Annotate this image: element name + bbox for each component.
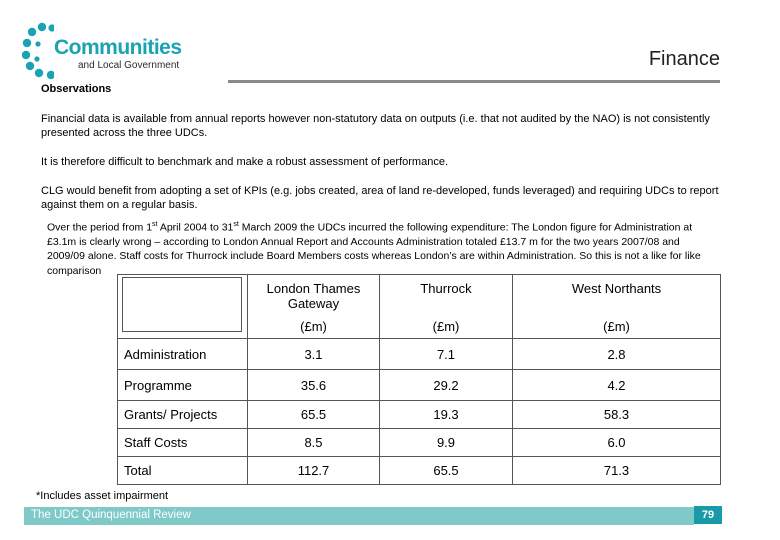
table-cell: 2.8 [513,339,721,370]
table-cell: 6.0 [513,429,721,457]
logo-dots-icon [22,22,54,82]
column-header-london [248,275,380,339]
table-cell: 71.3 [513,457,721,485]
slide-title: Finance [648,48,720,70]
paragraph-financial-data: Financial data is available from annual reports however non-statutory data on outputs (i.e. that not audited by the NAO) is not consistently presented across the three UDCs. [41,113,710,139]
note-superscript-2: st [233,221,239,228]
table-row [118,339,721,370]
column-header-thurrock [380,275,513,339]
footnote: *Includes asset impairment [36,490,169,502]
column-header-west-northants [513,275,721,339]
table-cell: 3.1 [248,339,380,370]
paragraph-benchmark: It is therefore difficult to benchmark and make a robust assessment of performance. [41,156,448,168]
table-cell: 29.2 [380,370,513,401]
expenditure-note [47,218,717,278]
footer-title: The UDC Quinquennial Review [31,509,191,521]
title-divider [228,80,720,83]
table-cell: 35.6 [248,370,380,401]
table-cell: 65.5 [248,401,380,429]
table-cell: 8.5 [248,429,380,457]
table-cell: 65.5 [380,457,513,485]
table-cell: 19.3 [380,401,513,429]
row-label: Grants/ Projects [118,401,248,429]
logo-subtitle: and Local Government [78,60,180,71]
paragraph-kpis: CLG would benefit from adopting a set of KPIs (e.g. jobs created, area of land re-developed, funds leveraged) and requiring UDCs to report against them on a regular basis. [41,185,719,211]
table-cell: 7.1 [380,339,513,370]
page-number-badge: 79 [694,506,722,524]
table-row [118,457,721,485]
table-cell: 112.7 [248,457,380,485]
row-label: Programme [118,370,248,401]
note-text-2: April 2004 to 31 [157,221,234,234]
note-text-3: March 2009 the UDCs incurred the following expenditure: The London figure for Administration at £3.1m is clearly wrong – according to London Annual Report and Accounts Administration totaled £13.7 m for the two years 2007/08 and 2009/09 alone. Staff costs for Thurrock include Board Members costs whereas London’s are within Administration. So this is not a like for like comparison [47,221,701,277]
column-unit: (£m) [300,319,327,334]
footer-bar [24,507,694,525]
column-unit: (£m) [432,319,460,334]
logo-wordmark: Communities [54,36,182,59]
row-label: Staff Costs [118,429,248,457]
table-row [118,370,721,401]
table-cell: 9.9 [380,429,513,457]
section-heading: Observations [41,83,112,95]
table-row [118,401,721,429]
table-cell: 4.2 [513,370,721,401]
row-label: Total [118,457,248,485]
note-superscript-1: st [152,221,158,228]
table-cell: 58.3 [513,401,721,429]
column-name: London Thames Gateway [266,281,361,311]
note-text-1: Over the period from 1 [47,221,153,234]
table-row [118,429,721,457]
column-unit: (£m) [603,319,630,334]
column-name: Thurrock [420,281,472,296]
row-label: Administration [118,339,248,370]
logo [22,22,212,82]
table-corner-frame [122,277,242,332]
column-name: West Northants [571,281,662,296]
